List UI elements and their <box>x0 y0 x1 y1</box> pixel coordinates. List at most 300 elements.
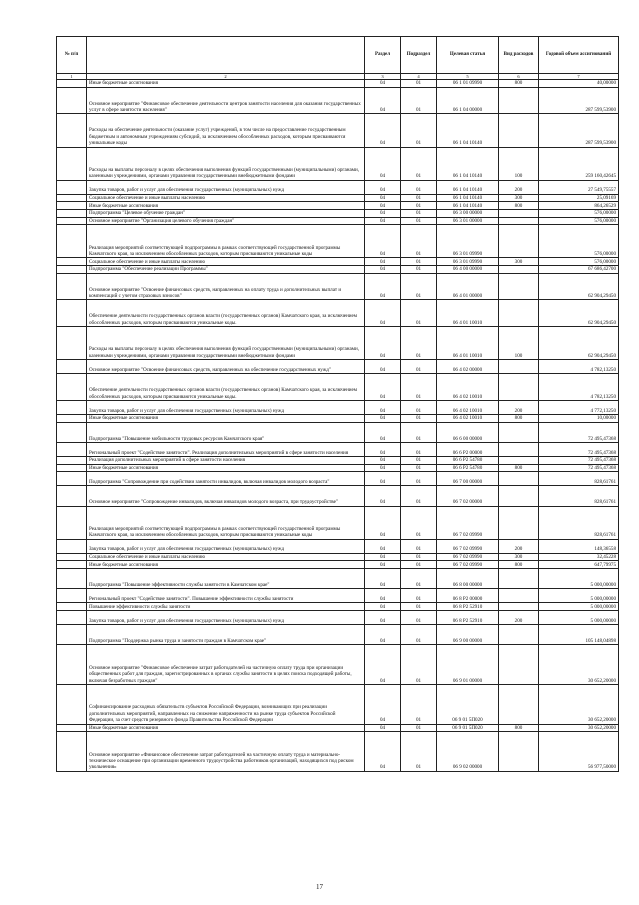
row-name-cell: Расходы на обеспечение деятельности (оказание услуг) учреждений, в том числе на предоставление государственным бюджетным и автономным учреждениям субсидий, за исключением обособленных расходов, которым присваиваются уникальные коды <box>87 114 365 147</box>
row-number-cell <box>57 194 87 202</box>
row-number-cell <box>57 611 87 625</box>
row-podrazdel-cell: 01 <box>401 401 437 415</box>
row-expense-type-cell <box>499 265 539 273</box>
row-razdel-cell: 04 <box>365 273 401 300</box>
row-name-cell: Подпрограмма "Повышение мобильности трудовых ресурсов Камчатского края" <box>87 422 365 442</box>
row-amount-cell: 5 000,00000 <box>539 569 619 589</box>
table-row <box>57 611 619 625</box>
table-row <box>57 114 619 147</box>
row-podrazdel-cell: 01 <box>401 732 437 772</box>
row-target-article-cell: 06 7 00 00000 <box>437 472 499 486</box>
row-target-article-cell: 06 1 04 10140 <box>437 147 499 180</box>
row-expense-type-cell <box>499 114 539 147</box>
row-razdel-cell: 04 <box>365 217 401 225</box>
row-number-cell <box>57 415 87 423</box>
row-podrazdel-cell: 01 <box>401 194 437 202</box>
row-name-cell: Софинансирование расходных обязательств субъектов Российской Федерации, возникающих при реализации дополнительных мероприятий, направленных на снижение напряженности на рынке труда субъектов Российской Федерации, за счет средств резервного фонда Правительства Российской Федерации <box>87 685 365 725</box>
row-target-article-cell: 06 6 P2 54780 <box>437 457 499 465</box>
row-expense-type-cell: 200 <box>499 539 539 553</box>
row-name-cell: Основное мероприятие "Финансовое обеспечение деятельности центров занятости населения для оказания государственных услуг в сфере занятости населения" <box>87 87 365 114</box>
row-amount-cell: 828,61761 <box>539 486 619 506</box>
row-number-cell <box>57 209 87 217</box>
row-expense-type-cell <box>499 486 539 506</box>
budget-sheet <box>56 36 618 772</box>
row-amount-cell: 25,09169 <box>539 194 619 202</box>
row-podrazdel-cell: 01 <box>401 273 437 300</box>
row-amount-cell: 4 782,13250 <box>539 374 619 401</box>
row-number-cell <box>57 300 87 327</box>
row-expense-type-cell <box>499 87 539 114</box>
row-name-cell: Реализация дополнительных мероприятий в сфере занятости населения <box>87 457 365 465</box>
row-name-cell: Основное мероприятие "Освоение финансовых средств, направленных на обеспечение государственных нужд" <box>87 360 365 374</box>
table-row <box>57 147 619 180</box>
row-expense-type-cell <box>499 457 539 465</box>
row-razdel-cell: 04 <box>365 685 401 725</box>
row-expense-type-cell: 300 <box>499 258 539 266</box>
row-name-cell: Повышение эффективности службы занятости <box>87 603 365 611</box>
row-expense-type-cell <box>499 443 539 457</box>
row-expense-type-cell: 100 <box>499 327 539 360</box>
row-name-cell: Основное мероприятие "Сопровождение инвалидов, включая инвалидов молодого возраста, при трудоустройстве" <box>87 486 365 506</box>
row-podrazdel-cell: 01 <box>401 645 437 685</box>
row-target-article-cell: 06 4 01 10010 <box>437 300 499 327</box>
row-target-article-cell: 06 6 P2 00000 <box>437 443 499 457</box>
table-row <box>57 464 619 472</box>
row-amount-cell: 10,00000 <box>539 415 619 423</box>
row-number-cell <box>57 486 87 506</box>
row-number-cell <box>57 180 87 194</box>
row-razdel-cell: 04 <box>365 194 401 202</box>
row-amount-cell: 576,00000 <box>539 217 619 225</box>
row-expense-type-cell: 800 <box>499 202 539 210</box>
row-amount-cell: 4 782,13250 <box>539 360 619 374</box>
row-razdel-cell: 04 <box>365 180 401 194</box>
row-razdel-cell: 04 <box>365 625 401 645</box>
row-name-cell: Иные бюджетные ассигнования <box>87 202 365 210</box>
row-name-cell: Расходы на выплаты персоналу в целях обеспечения выполнения функций государственными (муниципальными) органами, казенными учреждениями, органами управления государственными внебюджетными фондами <box>87 327 365 360</box>
row-expense-type-cell <box>499 732 539 772</box>
table-row <box>57 258 619 266</box>
row-razdel-cell: 04 <box>365 472 401 486</box>
table-row <box>57 180 619 194</box>
header-name <box>87 37 365 74</box>
row-razdel-cell: 04 <box>365 645 401 685</box>
row-expense-type-cell: 200 <box>499 611 539 625</box>
row-number-cell <box>57 589 87 603</box>
row-razdel-cell: 04 <box>365 327 401 360</box>
row-name-cell: Основное мероприятие "Освоение финансовых средств, направленных на оплату труда и дополнительных выплат и компенсаций с учетом страховых взносов" <box>87 273 365 300</box>
row-target-article-cell: 06 1 01 09990 <box>437 80 499 88</box>
row-podrazdel-cell: 01 <box>401 374 437 401</box>
table-row <box>57 443 619 457</box>
row-name-cell: Подпрограмма "Обеспечение реализации Программы" <box>87 265 365 273</box>
row-name-cell: Иные бюджетные ассигнования <box>87 464 365 472</box>
row-podrazdel-cell: 01 <box>401 472 437 486</box>
row-razdel-cell: 04 <box>365 209 401 217</box>
row-amount-cell: 72 495,47368 <box>539 443 619 457</box>
row-amount-cell: 576,00000 <box>539 258 619 266</box>
row-name-cell: Закупка товаров, работ и услуг для обеспечения государственных (муниципальных) нужд <box>87 180 365 194</box>
row-target-article-cell: 06 4 01 00000 <box>437 273 499 300</box>
row-name-cell: Закупка товаров, работ и услуг для обеспечения государственных (муниципальных) нужд <box>87 611 365 625</box>
row-razdel-cell: 04 <box>365 443 401 457</box>
row-number-cell <box>57 422 87 442</box>
row-razdel-cell: 04 <box>365 561 401 569</box>
row-expense-type-cell <box>499 300 539 327</box>
row-expense-type-cell <box>499 225 539 258</box>
row-name-cell: Подпрограмма "Целевое обучение граждан" <box>87 209 365 217</box>
row-razdel-cell: 04 <box>365 225 401 258</box>
row-razdel-cell: 04 <box>365 300 401 327</box>
row-name-cell: Иные бюджетные ассигнования <box>87 80 365 88</box>
row-name-cell: Социальное обеспечение и иные выплаты населению <box>87 553 365 561</box>
row-amount-cell: 287 599,53900 <box>539 114 619 147</box>
row-name-cell: Региональный проект "Содействие занятости". Повышение эффективности службы занятости <box>87 589 365 603</box>
row-amount-cell: 30 652,20000 <box>539 724 619 732</box>
table-row <box>57 273 619 300</box>
row-name-cell: Подпрограмма "Повышение эффективности службы занятости в Камчатском крае" <box>87 569 365 589</box>
row-target-article-cell: 06 8 P2 52910 <box>437 603 499 611</box>
column-number: 1 <box>57 74 87 80</box>
row-name-cell: Реализация мероприятий соответствующей подпрограммы в рамках соответствующей государственной программы Камчатского края, за исключением обособленных расходов, которым присваиваются уникальные коды <box>87 225 365 258</box>
row-podrazdel-cell: 01 <box>401 87 437 114</box>
row-expense-type-cell <box>499 422 539 442</box>
row-number-cell <box>57 443 87 457</box>
table-row <box>57 217 619 225</box>
row-podrazdel-cell: 01 <box>401 443 437 457</box>
row-number-cell <box>57 80 87 88</box>
row-expense-type-cell: 200 <box>499 180 539 194</box>
row-razdel-cell: 04 <box>365 80 401 88</box>
row-amount-cell: 30 652,20000 <box>539 645 619 685</box>
table-row <box>57 300 619 327</box>
header-podrazdel: Подраздел <box>401 37 437 74</box>
row-number-cell <box>57 147 87 180</box>
row-name-cell: Подпрограмма "Поддержка рынка труда и занятости граждан в Камчатском крае" <box>87 625 365 645</box>
table-row <box>57 374 619 401</box>
row-expense-type-cell <box>499 685 539 725</box>
header-razdel: Раздел <box>365 37 401 74</box>
row-expense-type-cell <box>499 209 539 217</box>
table-row <box>57 472 619 486</box>
table-row <box>57 265 619 273</box>
row-podrazdel-cell: 01 <box>401 360 437 374</box>
row-name-cell: Основное мероприятие "Финансовое обеспечение затрат работодателей на частичную оплату труда при организации общественных работ для граждан, зарегистрированных в органах службы занятости в целях поиска подходящей работы, включая безработных граждан" <box>87 645 365 685</box>
row-podrazdel-cell: 01 <box>401 486 437 506</box>
row-number-cell <box>57 327 87 360</box>
row-razdel-cell: 04 <box>365 732 401 772</box>
row-expense-type-cell <box>499 217 539 225</box>
row-razdel-cell: 04 <box>365 147 401 180</box>
row-target-article-cell: 06 1 04 10140 <box>437 114 499 147</box>
row-amount-cell: 259 160,42645 <box>539 147 619 180</box>
row-target-article-cell: 06 3 01 09990 <box>437 258 499 266</box>
table-row <box>57 603 619 611</box>
table-row <box>57 422 619 442</box>
row-number-cell <box>57 265 87 273</box>
row-razdel-cell: 04 <box>365 539 401 553</box>
table-row <box>57 202 619 210</box>
row-amount-cell: 67 686,42700 <box>539 265 619 273</box>
row-target-article-cell: 06 9 01 5П020 <box>437 724 499 732</box>
row-razdel-cell: 04 <box>365 724 401 732</box>
row-target-article-cell: 06 8 00 00000 <box>437 569 499 589</box>
row-podrazdel-cell: 01 <box>401 225 437 258</box>
row-number-cell <box>57 258 87 266</box>
row-number-cell <box>57 553 87 561</box>
row-number-cell <box>57 506 87 539</box>
row-name-cell: Иные бюджетные ассигнования <box>87 561 365 569</box>
row-target-article-cell: 06 7 02 09990 <box>437 561 499 569</box>
row-target-article-cell: 06 3 01 00000 <box>437 217 499 225</box>
table-row <box>57 625 619 645</box>
row-target-article-cell: 06 4 02 00000 <box>437 360 499 374</box>
row-amount-cell: 828,61761 <box>539 472 619 486</box>
row-name-cell: Основное мероприятие "Организация целевого обучения граждан" <box>87 217 365 225</box>
row-target-article-cell: 06 4 02 10010 <box>437 374 499 401</box>
row-expense-type-cell: 800 <box>499 415 539 423</box>
header-expense-type: Вид расходов <box>499 37 539 74</box>
row-razdel-cell: 04 <box>365 589 401 603</box>
row-target-article-cell: 06 9 01 5П020 <box>437 685 499 725</box>
row-expense-type-cell <box>499 374 539 401</box>
row-amount-cell: 4 772,13250 <box>539 401 619 415</box>
row-amount-cell: 5 000,00000 <box>539 589 619 603</box>
header-number: № п/п <box>57 37 87 74</box>
row-amount-cell: 105 148,04898 <box>539 625 619 645</box>
row-target-article-cell: 06 7 02 09990 <box>437 539 499 553</box>
row-amount-cell: 72 495,47368 <box>539 422 619 442</box>
row-amount-cell: 30 652,20000 <box>539 685 619 725</box>
row-podrazdel-cell: 01 <box>401 327 437 360</box>
row-razdel-cell: 04 <box>365 611 401 625</box>
column-number: 2 <box>87 74 365 80</box>
row-expense-type-cell <box>499 625 539 645</box>
row-target-article-cell: 06 9 01 00000 <box>437 645 499 685</box>
column-number: 6 <box>499 74 539 80</box>
table-row <box>57 645 619 685</box>
row-name-cell: Подпрограмма "Сопровождение при содействии занятости инвалидов, включая инвалидов молодого возраста" <box>87 472 365 486</box>
budget-table <box>56 36 619 772</box>
row-podrazdel-cell: 01 <box>401 300 437 327</box>
table-row <box>57 194 619 202</box>
row-name-cell: Основное мероприятие «Финансовое обеспечение затрат работодателей на частичную оплату труда и материально-техническое оснащение при организации временного трудоустройства работников организаций, находящихся под риском увольнения» <box>87 732 365 772</box>
row-razdel-cell: 04 <box>365 265 401 273</box>
table-row <box>57 87 619 114</box>
row-number-cell <box>57 685 87 725</box>
row-expense-type-cell <box>499 645 539 685</box>
row-podrazdel-cell: 01 <box>401 611 437 625</box>
table-body <box>57 80 619 772</box>
column-number: 4 <box>401 74 437 80</box>
row-podrazdel-cell: 01 <box>401 217 437 225</box>
table-row <box>57 539 619 553</box>
table-row <box>57 225 619 258</box>
row-razdel-cell: 04 <box>365 464 401 472</box>
row-podrazdel-cell: 01 <box>401 147 437 180</box>
row-amount-cell: 40,00000 <box>539 80 619 88</box>
row-expense-type-cell: 300 <box>499 553 539 561</box>
table-row <box>57 506 619 539</box>
row-amount-cell: 62 904,29450 <box>539 327 619 360</box>
row-target-article-cell: 06 6 P2 54780 <box>437 464 499 472</box>
row-razdel-cell: 04 <box>365 422 401 442</box>
table-row <box>57 401 619 415</box>
row-target-article-cell: 06 3 01 09990 <box>437 225 499 258</box>
row-expense-type-cell <box>499 472 539 486</box>
column-number: 7 <box>539 74 619 80</box>
row-razdel-cell: 04 <box>365 506 401 539</box>
row-expense-type-cell: 800 <box>499 464 539 472</box>
row-target-article-cell: 06 4 01 10010 <box>437 327 499 360</box>
row-amount-cell: 72 495,47368 <box>539 457 619 465</box>
row-expense-type-cell: 800 <box>499 724 539 732</box>
row-podrazdel-cell: 01 <box>401 685 437 725</box>
row-name-cell: Обеспечение деятельности государственных органов власти (государственных органов) Камчатского края, за исключением обособленных расходов, которым присваиваются уникальные коды. <box>87 374 365 401</box>
row-number-cell <box>57 464 87 472</box>
row-number-cell <box>57 374 87 401</box>
row-target-article-cell: 06 9 00 00000 <box>437 625 499 645</box>
row-target-article-cell: 06 4 02 10010 <box>437 415 499 423</box>
row-name-cell: Закупка товаров, работ и услуг для обеспечения государственных (муниципальных) нужд <box>87 539 365 553</box>
row-number-cell <box>57 114 87 147</box>
row-target-article-cell: 06 7 02 09990 <box>437 553 499 561</box>
table-row <box>57 360 619 374</box>
row-podrazdel-cell: 01 <box>401 603 437 611</box>
row-expense-type-cell <box>499 569 539 589</box>
row-name-cell: Закупка товаров, работ и услуг для обеспечения государственных (муниципальных) нужд <box>87 401 365 415</box>
row-target-article-cell: 06 1 04 00000 <box>437 87 499 114</box>
row-razdel-cell: 04 <box>365 457 401 465</box>
row-expense-type-cell: 300 <box>499 194 539 202</box>
column-number: 3 <box>365 74 401 80</box>
row-number-cell <box>57 217 87 225</box>
row-amount-cell: 828,61761 <box>539 506 619 539</box>
row-podrazdel-cell: 01 <box>401 569 437 589</box>
table-header-row <box>57 37 619 74</box>
table-row <box>57 553 619 561</box>
row-podrazdel-cell: 01 <box>401 209 437 217</box>
table-row <box>57 415 619 423</box>
row-number-cell <box>57 360 87 374</box>
row-name-cell: Реализация мероприятий соответствующей подпрограммы в рамках соответствующей государственной программы Камчатского края, за исключением обособленных расходов, которым присваиваются уникальные коды <box>87 506 365 539</box>
table-row <box>57 732 619 772</box>
row-amount-cell: 62 904,29450 <box>539 273 619 300</box>
row-number-cell <box>57 87 87 114</box>
row-expense-type-cell: 800 <box>499 561 539 569</box>
header-target-article: Целевая статья <box>437 37 499 74</box>
row-amount-cell: 576,00000 <box>539 209 619 217</box>
table-row <box>57 569 619 589</box>
row-podrazdel-cell: 01 <box>401 464 437 472</box>
row-podrazdel-cell: 01 <box>401 539 437 553</box>
row-target-article-cell: 06 4 02 10010 <box>437 401 499 415</box>
row-amount-cell: 56 977,50000 <box>539 732 619 772</box>
row-target-article-cell: 06 1 04 10140 <box>437 202 499 210</box>
table-row <box>57 486 619 506</box>
row-amount-cell: 576,00000 <box>539 225 619 258</box>
row-podrazdel-cell: 01 <box>401 265 437 273</box>
row-podrazdel-cell: 01 <box>401 506 437 539</box>
row-name-cell: Расходы на выплаты персоналу в целях обеспечения выполнения функций государственными (муниципальными) органами, казенными учреждениями, органами управления государственными внебюджетными фондами <box>87 147 365 180</box>
row-razdel-cell: 04 <box>365 360 401 374</box>
row-expense-type-cell <box>499 360 539 374</box>
row-amount-cell: 647,79975 <box>539 561 619 569</box>
row-amount-cell: 287 599,53900 <box>539 87 619 114</box>
row-podrazdel-cell: 01 <box>401 258 437 266</box>
row-number-cell <box>57 724 87 732</box>
row-number-cell <box>57 569 87 589</box>
row-target-article-cell: 06 1 04 10140 <box>437 194 499 202</box>
row-razdel-cell: 04 <box>365 415 401 423</box>
row-podrazdel-cell: 01 <box>401 561 437 569</box>
row-razdel-cell: 04 <box>365 603 401 611</box>
table-row <box>57 457 619 465</box>
row-target-article-cell: 06 7 02 00000 <box>437 486 499 506</box>
row-name-cell: Обеспечение деятельности государственных органов власти (государственных органов) Камчатского края, за исключением обособленных расходов, которым присваиваются уникальные коды. <box>87 300 365 327</box>
row-number-cell <box>57 645 87 685</box>
page-number: 17 <box>316 883 323 891</box>
column-number: 5 <box>437 74 499 80</box>
row-razdel-cell: 04 <box>365 553 401 561</box>
row-razdel-cell: 04 <box>365 114 401 147</box>
row-podrazdel-cell: 01 <box>401 80 437 88</box>
row-podrazdel-cell: 01 <box>401 724 437 732</box>
table-row <box>57 209 619 217</box>
table-row <box>57 724 619 732</box>
table-row <box>57 685 619 725</box>
row-name-cell: Региональный проект "Содействие занятости". Реализация дополнительных мероприятий в сфере занятости населения <box>87 443 365 457</box>
row-number-cell <box>57 603 87 611</box>
row-expense-type-cell <box>499 273 539 300</box>
table-row <box>57 327 619 360</box>
row-number-cell <box>57 457 87 465</box>
row-expense-type-cell: 200 <box>499 401 539 415</box>
row-podrazdel-cell: 01 <box>401 180 437 194</box>
row-podrazdel-cell: 01 <box>401 202 437 210</box>
row-target-article-cell: 06 1 04 10140 <box>437 180 499 194</box>
row-razdel-cell: 04 <box>365 569 401 589</box>
row-target-article-cell: 06 3 00 00000 <box>437 209 499 217</box>
row-razdel-cell: 04 <box>365 401 401 415</box>
table-row <box>57 589 619 603</box>
table-row <box>57 561 619 569</box>
row-amount-cell: 27 549,75557 <box>539 180 619 194</box>
row-number-cell <box>57 539 87 553</box>
row-name-cell: Социальное обеспечение и иные выплаты населению <box>87 194 365 202</box>
row-podrazdel-cell: 01 <box>401 114 437 147</box>
row-amount-cell: 32,45228 <box>539 553 619 561</box>
row-razdel-cell: 04 <box>365 486 401 506</box>
row-podrazdel-cell: 01 <box>401 415 437 423</box>
row-expense-type-cell <box>499 603 539 611</box>
row-amount-cell: 864,26529 <box>539 202 619 210</box>
row-podrazdel-cell: 01 <box>401 457 437 465</box>
row-number-cell <box>57 202 87 210</box>
table-row <box>57 80 619 88</box>
row-target-article-cell: 06 4 00 00000 <box>437 265 499 273</box>
row-razdel-cell: 04 <box>365 202 401 210</box>
row-number-cell <box>57 401 87 415</box>
row-number-cell <box>57 472 87 486</box>
row-podrazdel-cell: 01 <box>401 422 437 442</box>
row-razdel-cell: 04 <box>365 87 401 114</box>
row-number-cell <box>57 732 87 772</box>
row-expense-type-cell <box>499 589 539 603</box>
row-podrazdel-cell: 01 <box>401 625 437 645</box>
row-target-article-cell: 06 8 P2 00000 <box>437 589 499 603</box>
row-number-cell <box>57 225 87 258</box>
